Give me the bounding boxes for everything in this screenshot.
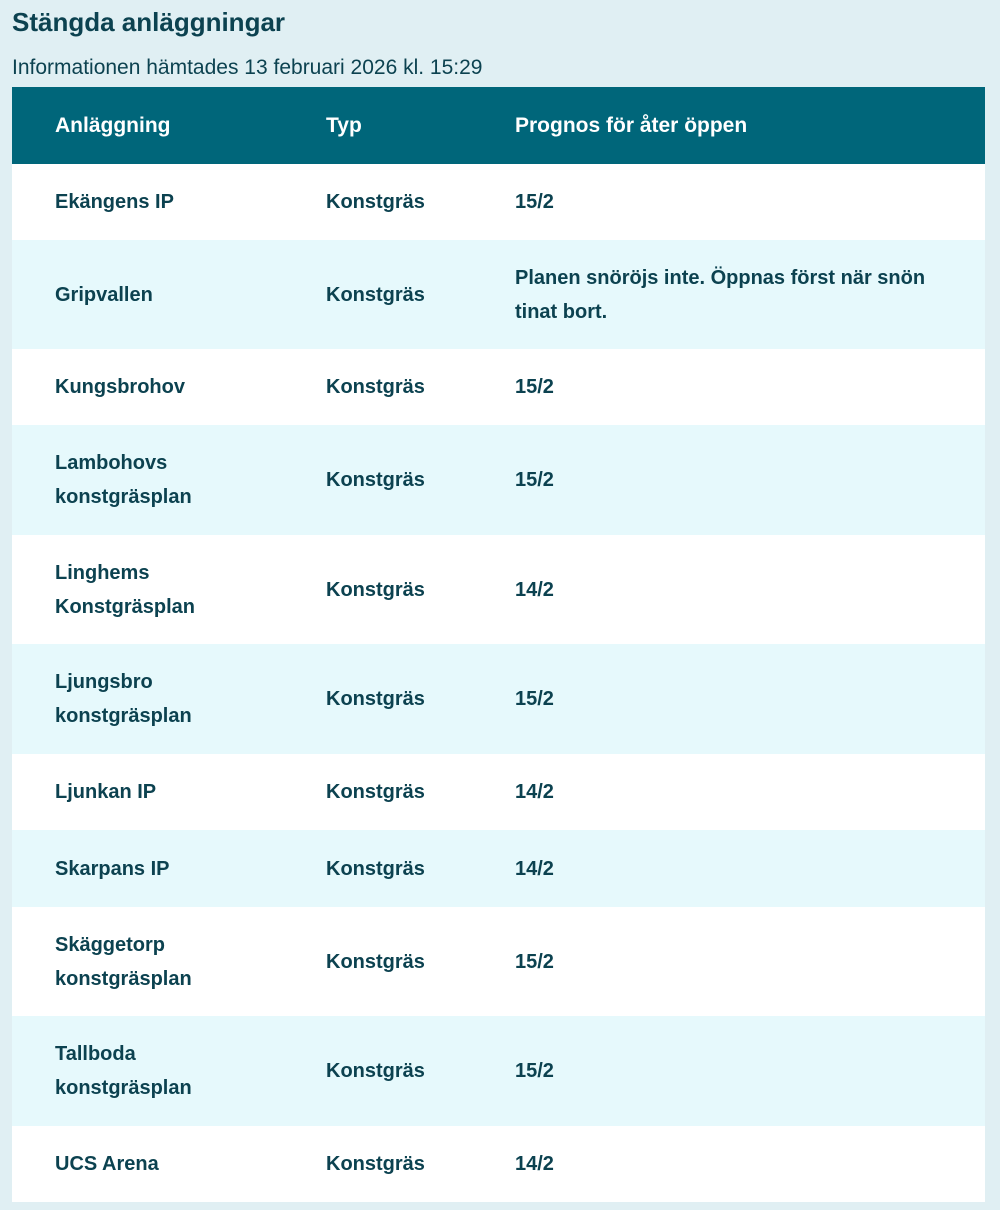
facility-name: Tallboda konstgräsplan: [55, 1043, 192, 1099]
table-row: [12, 240, 985, 349]
facility-name: UCS Arena: [55, 1153, 159, 1175]
facility-name: Ekängens IP: [55, 191, 174, 213]
table-row: [12, 644, 985, 754]
facility-type: Konstgräs: [326, 781, 425, 803]
reopen-forecast: 14/2: [515, 1153, 554, 1175]
facility-type: Konstgräs: [326, 1153, 425, 1175]
table-row: [12, 754, 985, 830]
table-row: [12, 1126, 985, 1202]
closed-facilities-table-container: [12, 87, 985, 1202]
table-row: [12, 425, 985, 535]
table-row: [12, 907, 985, 1016]
table-body: [12, 164, 985, 1202]
facility-name: Skarpans IP: [55, 857, 170, 880]
facility-type: Konstgräs: [326, 469, 425, 491]
facility-name: Kungsbrohov: [55, 376, 185, 398]
reopen-forecast: 15/2: [515, 950, 554, 973]
reopen-forecast: 14/2: [515, 781, 554, 803]
facility-name: Ljungsbro konstgräsplan: [55, 671, 192, 727]
facility-name: Skäggetorp konstgräsplan: [55, 933, 192, 990]
reopen-forecast: 15/2: [515, 688, 554, 710]
table-row: [12, 830, 985, 907]
facility-type: Konstgräs: [326, 283, 425, 306]
page-title: Stängda anläggningar: [12, 7, 286, 37]
reopen-forecast: 15/2: [515, 469, 554, 491]
closed-facilities-table: [12, 87, 985, 1202]
facility-type: Konstgräs: [326, 1060, 425, 1082]
reopen-forecast: 14/2: [515, 578, 554, 601]
column-header-forecast: Prognos för åter öppen: [515, 113, 748, 137]
reopen-forecast: 14/2: [515, 857, 554, 880]
table-row: [12, 164, 985, 240]
reopen-forecast: 15/2: [515, 191, 554, 213]
reopen-forecast: 15/2: [515, 1060, 554, 1082]
facility-name: Lambohovs konstgräsplan: [55, 452, 192, 508]
reopen-forecast: 15/2: [515, 376, 554, 398]
facility-type: Konstgräs: [326, 578, 425, 601]
facility-type: Konstgräs: [326, 191, 425, 213]
table-row: [12, 349, 985, 425]
facility-type: Konstgräs: [326, 688, 425, 710]
reopen-forecast: Planen snöröjs inte. Öppnas först när snön tinat bort.: [515, 266, 926, 323]
table-header: [12, 87, 985, 164]
facility-name: Linghems Konstgräsplan: [55, 561, 196, 618]
facility-type: Konstgräs: [326, 950, 425, 973]
table-row: [12, 1016, 985, 1126]
column-header-type: Typ: [326, 113, 362, 137]
column-header-facility: Anläggning: [55, 113, 171, 137]
facility-type: Konstgräs: [326, 857, 425, 880]
fetched-timestamp: Informationen hämtades 13 februari 2026 kl. 15:29: [12, 56, 483, 79]
facility-name: Gripvallen: [55, 283, 153, 306]
table-row: [12, 535, 985, 644]
table-header-row: [12, 87, 985, 164]
facility-name: Ljunkan IP: [55, 781, 157, 803]
facility-type: Konstgräs: [326, 376, 425, 398]
